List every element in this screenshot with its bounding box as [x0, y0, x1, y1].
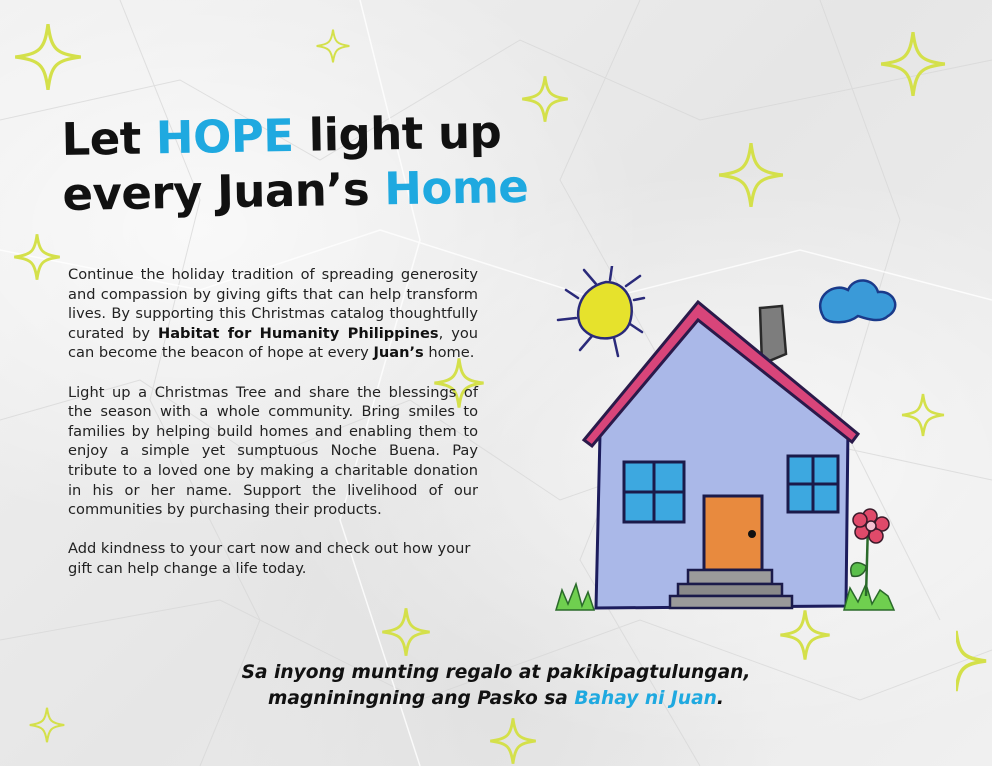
paragraph-text: , you can become the beacon of hope at every [68, 324, 479, 362]
headline-text: light up [293, 105, 502, 162]
call-to-action-paragraph: Add kindness to your cart now and check out how your gift can help change a life today. [68, 540, 471, 577]
headline-accent-hope: HOPE [155, 108, 294, 165]
sun-icon [558, 266, 644, 356]
sparkle-icon [12, 14, 84, 100]
sparkle-icon [900, 390, 946, 440]
paragraph-text: home. [423, 344, 475, 362]
intro-paragraph [68, 265, 478, 363]
sparkle-icon [380, 606, 432, 658]
grass [556, 584, 594, 610]
door [704, 496, 762, 570]
emphasis-text: Juan’s [373, 344, 424, 362]
paragraph-text: Continue the holiday tradition of spreading generosity and compassion by giving gifts that can help transform lives. By supporting this Christmas catalog thoughtfully curated by [68, 266, 478, 342]
tagline-text: . [716, 688, 724, 709]
page-headline [61, 104, 529, 223]
headline-accent-home: Home [383, 160, 529, 216]
sparkle-icon [488, 716, 538, 766]
giving-options-paragraph: Light up a Christmas Tree and share the blessings of the season with a whole community. Bring smiles to families by helping build homes and enabling them to enjoy a simple yet sumptuous Noche Buena. Pay tribute to a loved one by making a charitable donation in his or her name. Support the livelihood of our communities by purchasing their products. [68, 383, 478, 519]
sparkle-icon [12, 232, 62, 282]
tagline-accent-bahay-ni-juan: Bahay ni Juan [574, 688, 717, 709]
body-copy [68, 265, 478, 598]
headline-line-2 [62, 159, 529, 222]
flower-icon [851, 509, 889, 596]
left-window [624, 462, 684, 522]
tagline [0, 660, 992, 712]
sparkle-icon [520, 74, 570, 124]
organization-name: Habitat for Humanity Philippines [158, 324, 439, 342]
cloud-icon [820, 280, 895, 322]
headline-line-1 [61, 104, 522, 167]
tagline-text: magniningning ang Pasko sa [268, 688, 575, 709]
right-window [788, 456, 838, 512]
sparkle-icon [878, 28, 948, 100]
child-drawing-house-icon [548, 266, 906, 618]
tagline-line-2 [0, 686, 992, 712]
sparkle-icon [315, 28, 351, 64]
sparkle-icon [716, 140, 786, 210]
headline-text: Let [61, 111, 157, 167]
tagline-line-1: Sa inyong munting regalo at pakikipagtulungan, [241, 662, 751, 683]
grass [844, 584, 894, 610]
headline-text: every Juan’s [62, 162, 385, 222]
